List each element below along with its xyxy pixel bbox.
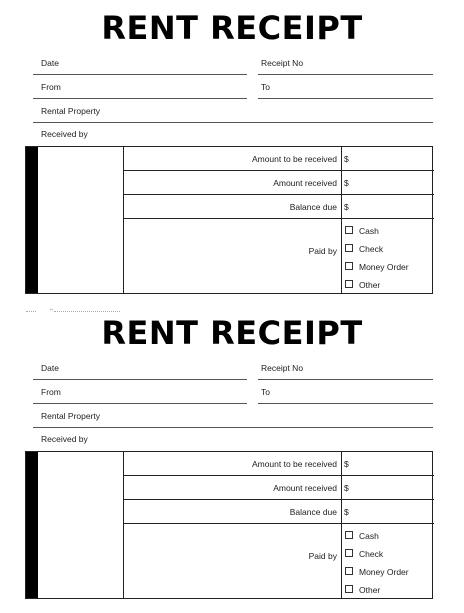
table-row-line — [123, 194, 434, 195]
table-row-line — [123, 475, 434, 476]
payment-option-cash[interactable] — [345, 226, 379, 236]
receipt-no-label: Receipt No — [261, 58, 304, 68]
payment-option-check[interactable] — [345, 244, 383, 254]
payment-option-money-order[interactable] — [345, 262, 409, 272]
to-field-line[interactable] — [258, 98, 433, 99]
to-field-line[interactable] — [258, 403, 433, 404]
rental-property-label: Rental Property — [41, 106, 101, 116]
checkbox[interactable] — [345, 549, 353, 557]
to-label: To — [261, 387, 270, 397]
amount-received-label: Amount received — [273, 178, 337, 188]
payment-option-cash[interactable] — [345, 531, 379, 541]
table-divider — [123, 147, 124, 293]
checkbox[interactable] — [345, 585, 353, 593]
receipt-title: RENT RECEIPT — [101, 314, 363, 352]
receipt-no-field-line[interactable] — [258, 379, 433, 380]
payment-option-label: Cash — [359, 226, 379, 236]
checkbox[interactable] — [345, 262, 353, 270]
rental-property-field-line[interactable] — [33, 427, 433, 428]
receipt-title: RENT RECEIPT — [101, 9, 363, 47]
scissors-icon: ✂ — [50, 307, 54, 312]
payment-option-label: Other — [359, 585, 381, 595]
table-row-line — [123, 499, 434, 500]
balance-due-label: Balance due — [289, 202, 337, 212]
payment-table — [25, 146, 433, 294]
from-label: From — [41, 387, 61, 397]
from-field-line[interactable] — [33, 98, 247, 99]
from-field-line[interactable] — [33, 403, 247, 404]
to-label: To — [261, 82, 270, 92]
from-label: From — [41, 82, 61, 92]
checkbox[interactable] — [345, 567, 353, 575]
date-label: Date — [41, 58, 59, 68]
date-label: Date — [41, 363, 59, 373]
payment-table — [25, 451, 433, 599]
amount-received-label: Amount received — [273, 483, 337, 493]
rental-property-label: Rental Property — [41, 411, 101, 421]
amount-to-be-received-label: Amount to be received — [251, 154, 337, 164]
received-by-label: Received by — [41, 129, 88, 139]
amount-to-be-received-field[interactable]: $ — [344, 459, 349, 469]
receipt-no-label: Receipt No — [261, 363, 304, 373]
paid-by-label: Paid by — [308, 551, 337, 561]
amount-received-field[interactable]: $ — [344, 178, 349, 188]
checkbox[interactable] — [345, 531, 353, 539]
payment-option-other[interactable] — [345, 280, 380, 290]
paid-by-label: Paid by — [308, 246, 337, 256]
table-divider — [341, 147, 342, 293]
table-side-bar — [26, 147, 38, 293]
balance-due-label: Balance due — [289, 507, 337, 517]
rent-receipt-1 — [0, 0, 464, 300]
date-field-line[interactable] — [33, 379, 247, 380]
rental-property-field-line[interactable] — [33, 122, 433, 123]
checkbox[interactable] — [345, 226, 353, 234]
amount-received-field[interactable]: $ — [344, 483, 349, 493]
payment-option-label: Cash — [359, 531, 379, 541]
payment-option-check[interactable] — [345, 549, 383, 559]
table-divider — [123, 452, 124, 598]
amount-to-be-received-field[interactable]: $ — [344, 154, 349, 164]
checkbox[interactable] — [345, 280, 353, 288]
table-row-line — [123, 523, 434, 524]
date-field-line[interactable] — [33, 74, 247, 75]
rent-receipt-2 — [0, 305, 464, 605]
payment-option-label: Other — [359, 280, 381, 290]
checkbox[interactable] — [345, 244, 353, 252]
receipt-no-field-line[interactable] — [258, 74, 433, 75]
payment-option-money-order[interactable] — [345, 567, 409, 577]
payment-option-label: Check — [359, 549, 384, 559]
payment-option-label: Money Order — [359, 567, 409, 577]
payment-option-label: Check — [359, 244, 384, 254]
table-row-line — [123, 218, 434, 219]
table-divider — [341, 452, 342, 598]
table-row-line — [123, 170, 434, 171]
received-by-label: Received by — [41, 434, 88, 444]
table-side-bar — [26, 452, 38, 598]
balance-due-field[interactable]: $ — [344, 507, 349, 517]
payment-option-label: Money Order — [359, 262, 409, 272]
amount-to-be-received-label: Amount to be received — [251, 459, 337, 469]
balance-due-field[interactable]: $ — [344, 202, 349, 212]
payment-option-other[interactable] — [345, 585, 380, 595]
